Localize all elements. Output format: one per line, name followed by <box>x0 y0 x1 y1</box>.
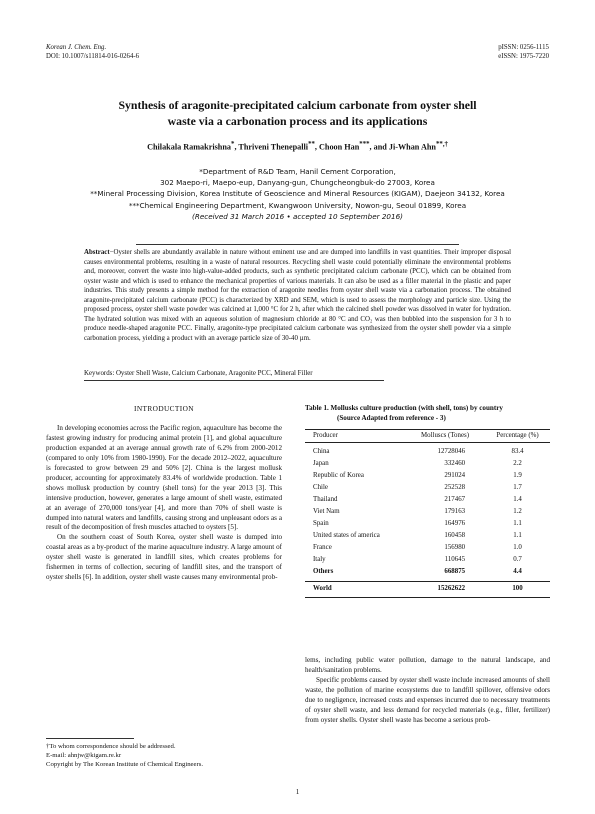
title-line-1: Synthesis of aragonite-precipitated calcium carbonate from oyster shell <box>118 98 477 112</box>
footnote-correspondence: †To whom correspondence should be addressed. <box>46 743 176 750</box>
table-caption <box>305 404 555 424</box>
table-header-molluscs: Molluscs (Tones) <box>405 430 481 443</box>
table-cell-tons: 164976 <box>444 520 466 527</box>
table-row <box>305 506 550 518</box>
table-cell-percent: 2.2 <box>513 460 522 467</box>
table-row <box>305 482 550 494</box>
doi[interactable]: DOI: 10.1007/s11814-016-0264-6 <box>46 53 140 60</box>
journal-header-right <box>498 43 549 61</box>
author-2-mark: ** <box>308 141 315 148</box>
author-list: Chilakala Ramakrishna*, Thriveni Thenepalli**, Choon Han***, and Ji-Whan Ahn**,† <box>147 141 448 152</box>
table-cell-percent: 100 <box>481 582 550 598</box>
table-row-others <box>305 566 550 582</box>
table-cell-percent: 1.4 <box>513 496 522 503</box>
table-row <box>305 470 550 482</box>
table-cell-producer: Others <box>313 568 334 575</box>
eissn: eISSN: 1975-7220 <box>498 53 549 60</box>
table-header-percentage: Percentage (%) <box>481 430 550 443</box>
table-cell-percent: 83.4 <box>511 448 524 455</box>
journal-name: Korean J. Chem. Eng. <box>46 44 107 51</box>
table-cell-percent: 1.9 <box>513 472 522 479</box>
left-column <box>46 404 282 583</box>
table-cell-producer: Italy <box>313 556 326 563</box>
table-cell-producer: Japan <box>313 460 329 467</box>
title-line-2: waste via a carbonation process and its applications <box>167 113 428 128</box>
table-cell-producer: Viet Nam <box>313 508 340 515</box>
table-row-world-total <box>305 582 550 598</box>
keywords-rule <box>84 380 384 381</box>
table-header-row <box>305 430 550 443</box>
table-header-producer: Producer <box>305 430 405 443</box>
table-row <box>305 530 550 542</box>
author-4-mark: **,† <box>435 141 448 148</box>
author-1-mark: * <box>231 141 235 148</box>
table-cell-tons: 110645 <box>444 556 466 563</box>
table-cell-tons: 291024 <box>444 472 466 479</box>
table-cell-producer: China <box>313 448 330 455</box>
intro-paragraph-2-continued: lems, including public water pollution, damage to the natural landscape, and health/sanitation problems. <box>305 656 550 674</box>
journal-header-left <box>46 43 139 61</box>
footnote-copyright: Copyright by The Korean Institute of Chemical Engineers. <box>46 761 203 769</box>
intro-paragraph-3: Specific problems caused by oyster shell waste include increased amounts of shell waste, the pollution of marine ecosystems due to landfill spillover, offensive odors due to negligence, increased costs and expenses incurred due to necessary treatments of oyster shell waste, and less demand for recycled materials (e.g., filler, fertilizer) from oyster shells. Oyster shell waste has become a serious prob- <box>305 675 550 724</box>
author-2: Thriveni Thenepalli <box>238 142 309 152</box>
table-cell-tons: 15262622 <box>405 582 481 598</box>
affiliation-2: **Mineral Processing Division, Korea Institute of Geoscience and Mineral Resources (KIGAM), Daejeon 34132, Korea <box>90 189 505 199</box>
table-cell-percent: 1.7 <box>513 484 522 491</box>
table-row <box>305 542 550 554</box>
table-cell-tons: 12728046 <box>437 448 466 455</box>
table-cell-producer: France <box>313 544 332 551</box>
table-cell-percent: 1.2 <box>513 508 522 515</box>
table-cell-percent: 1.1 <box>513 532 522 539</box>
affiliations <box>46 166 549 222</box>
author-4: and Ji-Whan Ahn <box>373 142 436 152</box>
author-3-mark: *** <box>359 141 370 148</box>
intro-paragraph-1: In developing economies across the Pacific region, aquaculture has become the fastest growing industry for producing animal protein [1], and global aquaculture production expanded at an average annual growth rate of 6.2% from 2000-2012 (compared to only 10% from 1980-1990). For the decade 2012–2022, aquaculture is forecasted to grow between 29 and 50% [2]. China is the largest mollusk producer, accounting for approximately 83.4% of worldwide production. Table 1 shows mollusk production by country (shell tons) for the year 2013 [3]. This intensive production, however, generates a large amount of shell waste, estimated at an average of 270,000 tons/year [4], and more than 70% of shell waste is dumped into natural waters and landfills, causing strong and unpleasant odors as a result of the decomposition of fresh muscles attached to oysters [5]. <box>46 423 282 532</box>
table-cell-tons: 252528 <box>444 484 466 491</box>
mollusk-production-table <box>305 429 550 598</box>
intro-paragraph-2: On the southern coast of South Korea, oyster shell waste is dumped into coastal areas as a by-product of the marine aquaculture industry. A large amount of oyster shell waste is generated in landfill sites, which creates problems for fishermen in terms of collection, securing of landfill sites, and the transport of oyster shells [6]. In addition, oyster shell waste causes many environmental prob- <box>46 533 282 582</box>
author-3: Choon Han <box>319 142 360 152</box>
table-cell-percent: 4.4 <box>513 568 522 575</box>
page-number: 1 <box>295 788 300 796</box>
abstract-top-rule <box>136 244 459 245</box>
table-caption-source: (Source Adapted from reference - 3) <box>337 413 446 422</box>
table-caption-main: Table 1. Mollusks culture production (with shell, tons) by country <box>305 404 503 412</box>
table-cell-producer: United states of america <box>313 532 380 539</box>
abstract-label: Abstract <box>84 249 110 256</box>
received-dates: (Received 31 March 2016 • accepted 10 September 2016) <box>192 211 403 221</box>
footnote-email[interactable]: E-mail: ahnjw@kigam.re.kr <box>46 752 122 760</box>
author-1: Chilakala Ramakrishna <box>147 142 232 152</box>
table-cell-tons: 156980 <box>444 544 466 551</box>
table-cell-producer: Republic of Korea <box>313 472 364 479</box>
table-cell-producer: World <box>305 582 405 598</box>
table-row <box>305 554 550 566</box>
keywords: Keywords: Oyster Shell Waste, Calcium Carbonate, Aragonite PCC, Mineral Filler <box>84 370 313 377</box>
table-cell-percent: 1.0 <box>513 544 522 551</box>
affiliation-1: *Department of R&D Team, Hanil Cement Corporation, <box>199 167 396 176</box>
table-cell-producer: Spain <box>313 520 329 527</box>
table-row <box>305 458 550 470</box>
table-cell-percent: 0.7 <box>513 556 522 563</box>
table-cell-producer: Chile <box>313 484 328 491</box>
table-cell-tons: 217467 <box>444 496 466 503</box>
table-cell-tons: 668875 <box>444 568 466 575</box>
paper-title <box>46 98 549 129</box>
table-row <box>305 443 550 459</box>
table-row <box>305 518 550 530</box>
table-cell-tons: 160458 <box>444 532 466 539</box>
abstract-text: −Oyster shells are abundantly available in nature without eminent use and are dumped into landfills in vast quantities. Their improper disposal causes environmental problems, resulting in a waste of natural resources. Recycling shell waste could potentially eliminate the environmental problems and, moreover, convert the waste into high-value-added products, such as synthetic precipitated calcium carbonate (PCC), which can be obtained from oyster waste and which is used to enhance the mechanical properties of various materials. It can also be used as a filler material in the plastic and paper industries. This study presents a simple method for the extraction of aragonite needles from oyster shell waste via a carbonation process. The obtained aragonite-precipitated calcium carbonate (PCC) is characterized by XRD and SEM, which is used to assess the morphology and particle size. Using the proposed process, oyster shell waste powder was calcined at 1,000 °C for 2 h, after which the calcined shell powder was dissolved in water for hydration. The hydrated solution was mixed with an aqueous solution of magnesium chloride at 80 °C and CO₂ was then bubbled into the suspension for 3 h to produce needle-shaped aragonite PCC. Finally, aragonite-type precipitated calcium carbonate was synthesized from the oyster shell powder via a simple carbonation process, yielding a product with an average particle size of 30-40 µm. <box>84 249 511 342</box>
table-cell-tons: 179163 <box>444 508 466 515</box>
pissn: pISSN: 0256-1115 <box>498 44 549 51</box>
section-heading-introduction: INTRODUCTION <box>134 404 194 413</box>
table-cell-percent: 1.1 <box>513 520 522 527</box>
table-row <box>305 494 550 506</box>
right-column <box>305 656 550 726</box>
abstract <box>84 248 511 343</box>
footnote-rule <box>46 738 134 739</box>
footnote <box>46 742 282 770</box>
affiliation-3: ***Chemical Engineering Department, Kwangwoon University, Nowon-gu, Seoul 01899, Korea <box>128 200 467 210</box>
table-cell-tons: 332460 <box>444 460 466 467</box>
affiliation-1-address: 302 Maepo-ri, Maepo-eup, Danyang-gun, Chungcheongbuk-do 27003, Korea <box>160 178 435 188</box>
table-cell-producer: Thailand <box>313 496 338 503</box>
